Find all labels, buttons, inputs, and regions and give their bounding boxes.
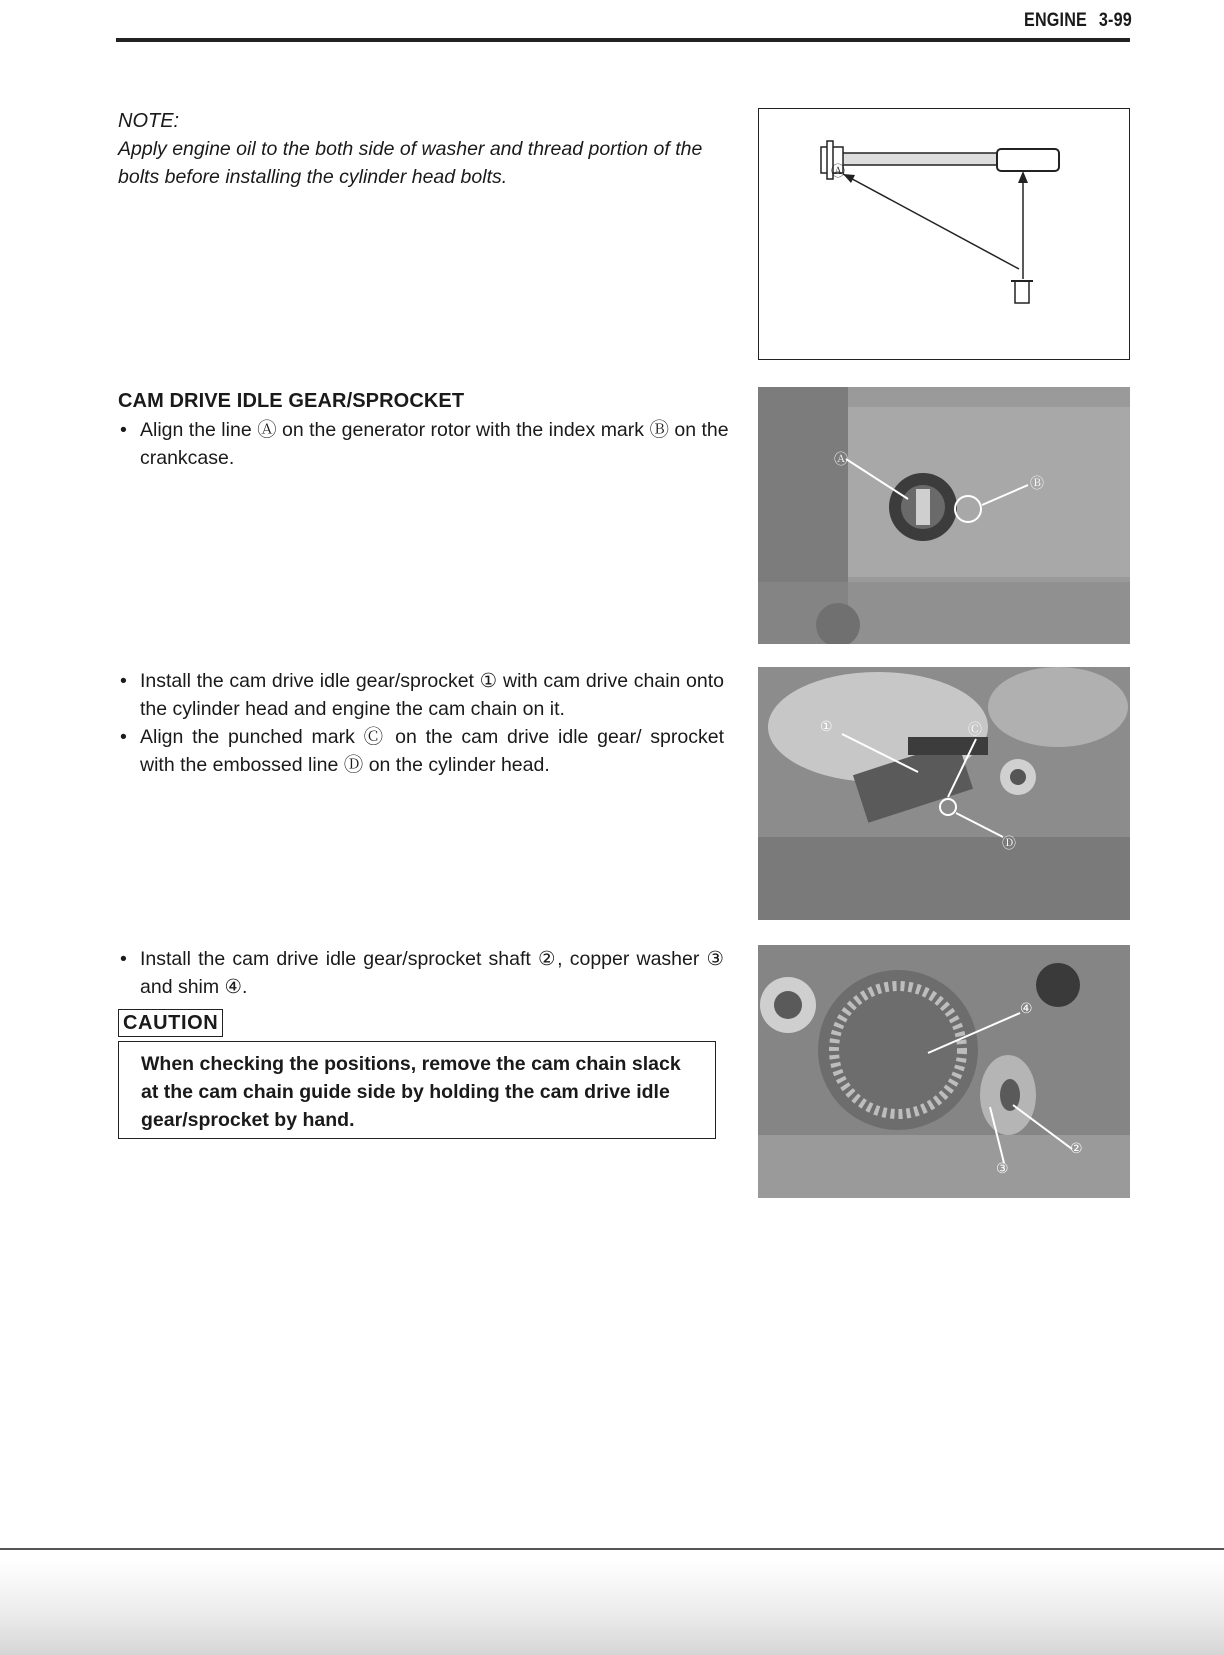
callout-b: Ⓑ	[1030, 476, 1044, 492]
bullet-text: Install the cam drive idle gear/sprocket ① with cam drive chain onto the cylinder head and engine the cam chain on it.	[140, 670, 724, 720]
callout-2: ②	[1070, 1141, 1083, 1157]
callout-4: ④	[1020, 1001, 1033, 1017]
caution-box	[118, 1041, 716, 1139]
generator-rotor-image	[758, 387, 1130, 644]
instruction-bullet-4	[120, 945, 724, 1001]
caution-text: When checking the positions, remove the cam chain slack at the cam chain guide side by holding the cam drive idle gear/sprocket by hand.	[141, 1053, 681, 1131]
bullet-text: Align the punched mark Ⓒ on the cam drive idle gear/ sprocket with the embossed line Ⓓ on the cylinder head.	[140, 726, 724, 776]
callout-c: Ⓒ	[968, 722, 982, 738]
instruction-bullet-2	[120, 667, 724, 723]
bullet-dot: •	[120, 948, 127, 970]
bullet-text: Install the cam drive idle gear/sprocket shaft ②, copper washer ③ and shim ④.	[140, 948, 724, 998]
page-header	[1012, 10, 1132, 32]
shaft-washer-shim-photo	[758, 945, 1130, 1198]
scan-shadow	[0, 1560, 1224, 1655]
torque-wrench-diagram	[758, 108, 1130, 360]
bullet-dot: •	[120, 670, 127, 692]
tool-callout-label: Ⓐ	[831, 164, 845, 180]
shaft-washer-shim-image	[758, 945, 1130, 1198]
torque-wrench-icon	[759, 109, 1131, 361]
idle-gear-install-photo	[758, 667, 1130, 920]
note-label: NOTE:	[118, 110, 180, 132]
caution-label: CAUTION	[118, 1009, 223, 1037]
callout-3: ③	[996, 1161, 1009, 1177]
section-title: CAM DRIVE IDLE GEAR/SPROCKET	[118, 390, 465, 412]
idle-gear-install-image	[758, 667, 1130, 920]
note-text: Apply engine oil to the both side of washer and thread portion of the bolts before installing the cylinder head bolts.	[118, 138, 703, 188]
callout-a: Ⓐ	[834, 452, 848, 468]
header-rule	[116, 38, 1130, 42]
header-section: ENGINE	[1024, 10, 1088, 31]
callout-d: Ⓓ	[1002, 836, 1016, 852]
bullet-dot: •	[120, 726, 127, 748]
instruction-bullet-3	[120, 723, 724, 779]
bullet-text: Align the line Ⓐ on the generator rotor with the index mark Ⓑ on the crankcase.	[140, 419, 729, 469]
instruction-bullet-1	[120, 416, 730, 472]
callout-1: ①	[820, 719, 833, 735]
page-bottom-edge	[0, 1548, 1224, 1550]
generator-rotor-photo	[758, 387, 1130, 644]
header-page-number: 3-99	[1098, 10, 1132, 31]
bullet-dot: •	[120, 419, 127, 441]
